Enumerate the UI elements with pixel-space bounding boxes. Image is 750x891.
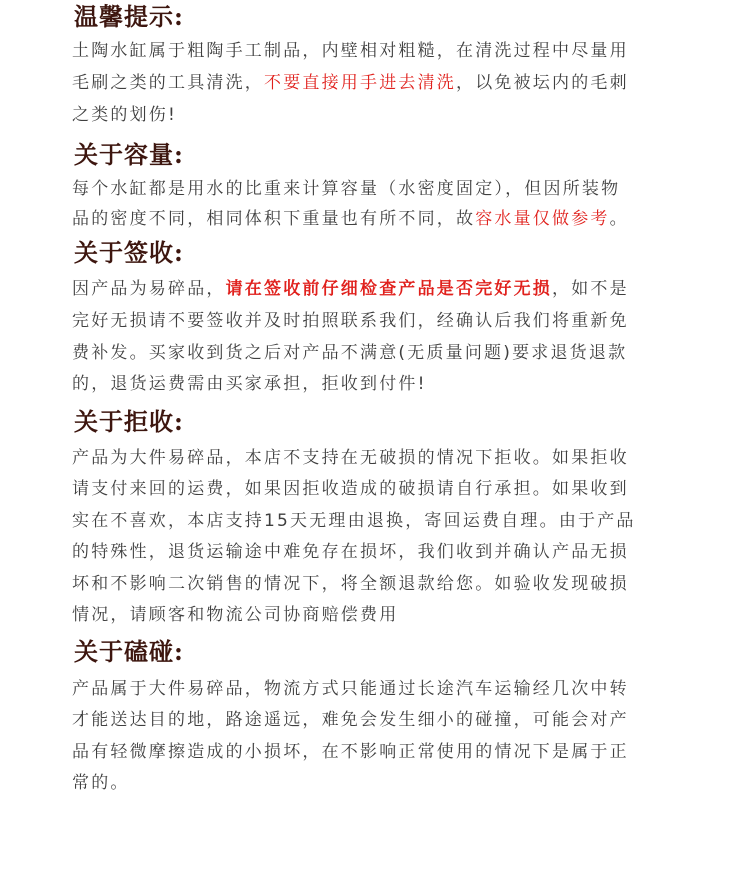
paragraph-line xyxy=(72,478,629,500)
paragraph-line xyxy=(72,678,629,700)
text-segment: 品有轻微摩擦造成的小损坏，在不影响正常使用的情况下是属于正 xyxy=(72,742,629,762)
section-heading-capacity: 关于容量: xyxy=(74,140,184,169)
section-heading-rejection: 关于拒收: xyxy=(74,407,184,436)
paragraph-line xyxy=(72,104,177,126)
text-segment: 才能送达目的地，路途遥远，难免会发生细小的碰撞，可能会对产 xyxy=(72,710,629,730)
highlighted-text: 不要直接用手进去清洗 xyxy=(264,73,456,93)
section-heading-collision: 关于磕碰: xyxy=(74,637,184,666)
text-segment: 请支付来回的运费，如果因拒收造成的破损请自行承担。如果收到 xyxy=(72,479,629,499)
text-segment: 产品为大件易碎品，本店不支持在无破损的情况下拒收。如果拒收 xyxy=(72,448,629,468)
paragraph-line xyxy=(72,373,427,395)
text-segment: 的特殊性，退货运输途中难免存在损坏，我们收到并确认产品无损 xyxy=(72,542,629,562)
paragraph-line xyxy=(72,310,629,332)
paragraph-line xyxy=(72,208,629,230)
paragraph-line xyxy=(72,573,629,595)
paragraph-line xyxy=(72,178,620,200)
highlighted-text: 请在签收前仔细检查产品是否完好无损 xyxy=(225,279,553,299)
paragraph-line xyxy=(72,342,627,364)
text-segment: ，如不是 xyxy=(552,279,629,299)
text-segment: 费补发。买家收到货之后对产品不满意(无质量问题)要求退货退款 xyxy=(72,343,628,363)
paragraph-line xyxy=(72,541,629,563)
paragraph-line xyxy=(72,447,629,469)
section-heading-signing: 关于签收: xyxy=(74,238,184,267)
paragraph-line xyxy=(72,741,629,763)
text-segment: 完好无损请不要签收并及时拍照联系我们，经确认后我们将重新免 xyxy=(72,311,629,331)
highlighted-text: 容水量仅做参考 xyxy=(475,209,610,229)
text-segment: 品的密度不同，相同体积下重量也有所不同，故 xyxy=(72,209,476,229)
text-segment: 。 xyxy=(609,209,629,229)
text-segment: 常的。 xyxy=(72,773,130,793)
text-segment: ，以免被坛内的毛刺 xyxy=(456,73,629,93)
paragraph-line xyxy=(72,709,629,731)
text-segment: 毛刷之类的工具清洗， xyxy=(72,73,264,93)
text-segment: 的，退货运费需由买家承担，拒收到付件! xyxy=(72,374,427,394)
paragraph-line xyxy=(72,40,629,62)
paragraph-line xyxy=(72,772,130,794)
text-segment: 每个水缸都是用水的比重来计算容量（水密度固定），但因所装物 xyxy=(72,179,621,199)
paragraph-line xyxy=(72,604,398,626)
paragraph-line xyxy=(72,72,629,94)
text-segment: 坏和不影响二次销售的情况下，将全额退款给您。如验收发现破损 xyxy=(72,574,629,594)
section-heading-tips: 温馨提示: xyxy=(74,2,184,31)
paragraph-line xyxy=(72,278,629,300)
text-segment: 土陶水缸属于粗陶手工制品，内壁相对粗糙，在清洗过程中尽量用 xyxy=(72,41,629,61)
text-segment: 实在不喜欢，本店支持15天无理由退换，寄回运费自理。由于产品 xyxy=(72,511,636,531)
text-segment: 情况，请顾客和物流公司协商赔偿费用 xyxy=(72,605,399,625)
text-segment: 产品属于大件易碎品，物流方式只能通过长途汽车运输经几次中转 xyxy=(72,679,629,699)
text-segment: 因产品为易碎品， xyxy=(72,279,226,299)
text-segment: 之类的划伤! xyxy=(72,105,178,125)
paragraph-line xyxy=(72,510,636,532)
